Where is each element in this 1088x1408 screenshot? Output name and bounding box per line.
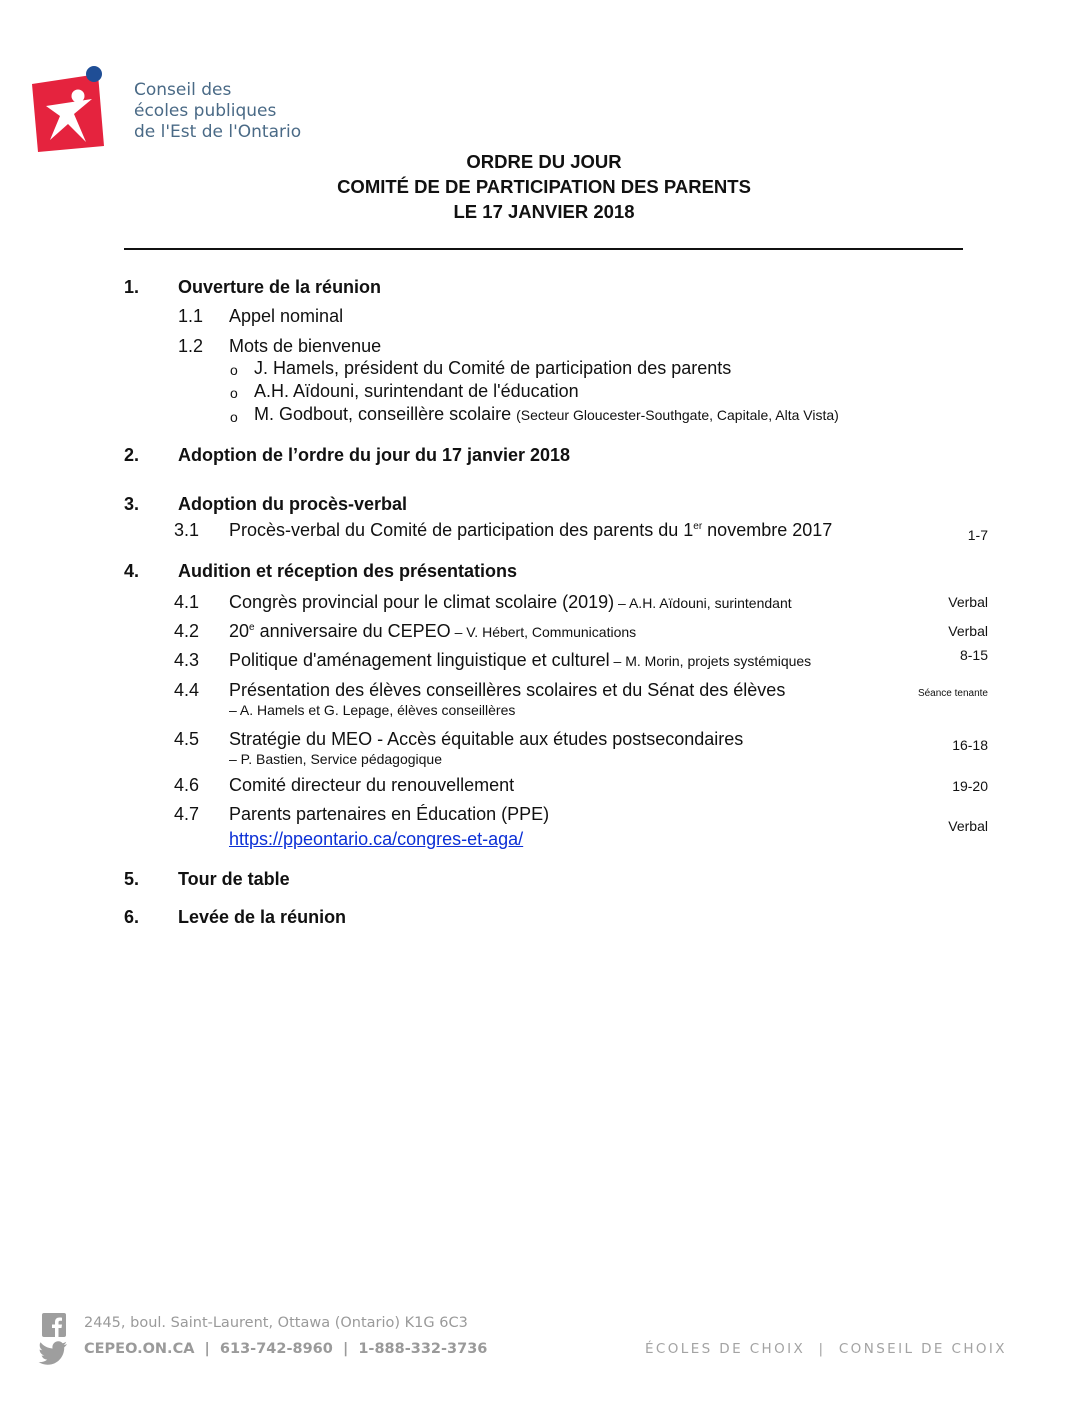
board-name-line-1: Conseil des — [134, 80, 232, 100]
item-4-2-pages: Verbal — [948, 623, 988, 639]
item-4-6-pages: 19-20 — [952, 778, 988, 794]
welcome-speaker-3-name: M. Godbout, conseillère scolaire — [254, 404, 512, 424]
item-4-2-title-end: anniversaire du CEPEO — [254, 621, 451, 641]
section-2-title: Adoption de l’ordre du jour du 17 janvier 2018 — [178, 445, 571, 465]
item-4-1-number: 4.1 — [174, 592, 200, 612]
board-name-line-3: de l'Est de l'Ontario — [134, 122, 302, 142]
item-4-3-presenter: – M. Morin, projets systémiques — [609, 653, 812, 669]
section-6-title: Levée de la réunion — [178, 907, 347, 927]
item-1-1-title: Appel nominal — [229, 306, 344, 326]
item-4-1-title-text: Congrès provincial pour le climat scolaire (2019) — [229, 592, 615, 612]
item-4-3-pages: 8-15 — [959, 647, 988, 663]
welcome-speaker-2: A.H. Aïdouni, surintendant de l'éducation — [254, 381, 579, 401]
item-4-2-presenter: – V. Hébert, Communications — [450, 624, 637, 640]
section-5-title: Tour de table — [178, 869, 290, 889]
bullet-2: o — [230, 385, 238, 401]
item-4-6-number: 4.6 — [174, 775, 200, 795]
item-4-4-title: Présentation des élèves conseillères scolaires et du Sénat des élèves — [229, 680, 786, 700]
welcome-speaker-3 — [254, 404, 839, 425]
section-3-number: 3. — [124, 494, 140, 514]
item-4-1-presenter: – A.H. Aïdouni, surintendant — [614, 595, 792, 611]
item-4-5-title: Stratégie du MEO - Accès équitable aux études postsecondaires — [229, 729, 744, 749]
twitter-icon[interactable] — [38, 1341, 68, 1365]
item-4-5-pages: 16-18 — [952, 737, 988, 753]
item-4-2-number: 4.2 — [174, 621, 200, 641]
item-4-3-title — [229, 650, 811, 671]
welcome-speaker-3-sector: (Secteur Gloucester-Southgate, Capitale, Alta Vista) — [516, 407, 839, 423]
item-4-7-number: 4.7 — [174, 804, 200, 824]
section-2-number: 2. — [124, 445, 140, 465]
item-3-1-title-text: Procès-verbal du Comité de participation des parents du 1 — [229, 520, 694, 540]
item-3-1-number: 3.1 — [174, 520, 200, 540]
header-divider — [124, 248, 963, 250]
board-logo — [30, 62, 330, 162]
item-4-2-title-text: 20 — [229, 621, 250, 641]
item-4-1-pages: Verbal — [948, 594, 988, 610]
bullet-1: o — [230, 362, 238, 378]
section-1-number: 1. — [124, 277, 140, 297]
item-4-5-number: 4.5 — [174, 729, 200, 749]
section-6-number: 6. — [124, 907, 140, 927]
board-name — [134, 80, 364, 143]
committee-name: COMITÉ DE DE PARTICIPATION DES PARENTS — [337, 176, 751, 197]
item-4-5-presenter: – P. Bastien, Service pédagogique — [229, 751, 443, 767]
item-3-1-title — [229, 520, 832, 541]
item-1-2-number: 1.2 — [178, 336, 204, 356]
document-title: ORDRE DU JOUR — [466, 151, 622, 172]
ppe-congress-link[interactable]: https://ppeontario.ca/congres-et-aga/ — [229, 829, 524, 849]
section-5-number: 5. — [124, 869, 140, 889]
board-name-line-2: écoles publiques — [134, 101, 277, 121]
item-4-3-title-text: Politique d'aménagement linguistique et culturel — [229, 650, 610, 670]
section-4-title: Audition et réception des présentations — [178, 561, 518, 581]
facebook-icon[interactable] — [42, 1313, 66, 1337]
section-3-title: Adoption du procès-verbal — [178, 494, 408, 514]
item-4-7-pages: Verbal — [948, 818, 988, 834]
bullet-3: o — [230, 409, 238, 425]
meeting-date: LE 17 JANVIER 2018 — [453, 201, 635, 222]
item-4-2-title — [229, 621, 636, 642]
item-4-7-title: Parents partenaires en Éducation (PPE) — [229, 804, 550, 824]
item-1-1-number: 1.1 — [178, 306, 204, 326]
item-4-6-title: Comité directeur du renouvellement — [229, 775, 515, 795]
item-4-1-title — [229, 592, 792, 613]
item-4-2-title-sup: e — [249, 622, 255, 633]
item-4-4-pages: Séance tenante — [917, 688, 988, 699]
footer-tagline: ÉCOLES DE CHOIX | CONSEIL DE CHOIX — [645, 1341, 1007, 1357]
item-3-1-pages: 1-7 — [967, 527, 988, 543]
item-3-1-title-end: novembre 2017 — [702, 520, 833, 540]
item-4-4-presenter: – A. Hamels et G. Lepage, élèves conseillères — [229, 702, 516, 718]
section-4-number: 4. — [124, 561, 140, 581]
welcome-speaker-1: J. Hamels, président du Comité de participation des parents — [254, 358, 732, 378]
item-3-1-title-sup: er — [693, 521, 703, 532]
item-4-4-number: 4.4 — [174, 680, 200, 700]
item-4-3-number: 4.3 — [174, 650, 200, 670]
board-logo-mark — [30, 62, 128, 154]
footer-contact: CEPEO.ON.CA | 613-742-8960 | 1-888-332-3736 — [84, 1341, 488, 1357]
footer-address: 2445, boul. Saint-Laurent, Ottawa (Ontario) K1G 6C3 — [84, 1315, 468, 1331]
item-1-2-title: Mots de bienvenue — [229, 336, 382, 356]
section-1-title: Ouverture de la réunion — [178, 277, 382, 297]
